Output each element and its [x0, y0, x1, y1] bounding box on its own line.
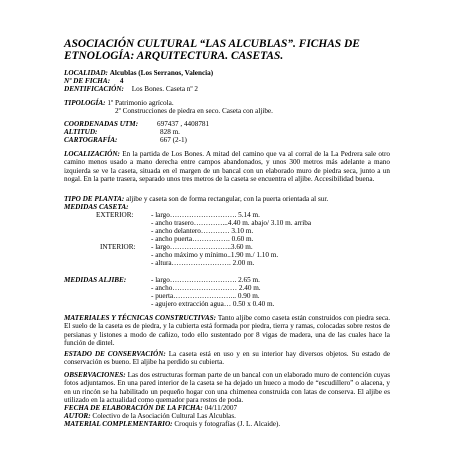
- exterior-item: - largo………………………. 5.14 m.: [151, 211, 260, 219]
- tipo-planta-label: TIPO DE PLANTA:: [64, 195, 125, 203]
- aljibe-item: - largo………………………. 2.65 m.: [151, 276, 260, 284]
- localidad-value: Alcublas (Los Serranos, Valencia): [109, 69, 214, 77]
- ficha-label: Nº DE FICHA:: [64, 77, 111, 85]
- title-line-1: ASOCIACIÓN CULTURAL “LAS ALCUBLAS”. FICHAS DE: [64, 38, 360, 50]
- utm-value: 697437 , 4408781: [157, 120, 210, 128]
- localidad-label: LOCALIDAD:: [64, 69, 108, 77]
- interior-item: - altura……………………. 2.00 m.: [151, 259, 255, 267]
- conservacion-text: La caseta está en uso y en su interior hay diversos objetos. Su estado de conservación es bueno. El aljibe ha perdido su cubierta.: [64, 350, 390, 367]
- cartografia-label: CARTOGRAFÍA:: [64, 136, 118, 144]
- utm-label: COORDENADAS UTM:: [64, 120, 139, 128]
- ficha-value: 4: [119, 77, 124, 85]
- fecha-value: 04/11/2007: [204, 404, 238, 412]
- localizacion-text: En la partida de Los Bones. A mitad del camino que va al corral de la La Pedrera sale otro camino menos usado a mano derecha entre campos abandonados, y unos 300 metros más adelante a mano izquierda se ve la caseta, situada en el margen de un bancal con un elaborado muro de piedra seca, junto a un nogal. En la parte trasera, separado unos tres metros de la caseta se encuentra el aljibe. Accesibilidad buena.: [64, 150, 390, 183]
- identificacion-label: DENTIFICACIÓN:: [64, 85, 124, 93]
- tipologia-line-1: 1º Patrimonio agrícola.: [107, 99, 174, 107]
- medidas-caseta-label: MEDIDAS CASETA:: [64, 203, 129, 211]
- fecha-label: FECHA DE ELABORACIÓN DE LA FICHA:: [64, 404, 203, 412]
- exterior-label: EXTERIOR:: [96, 211, 134, 219]
- conservacion-label: ESTADO DE CONSERVACIÓN:: [64, 350, 166, 358]
- interior-item: - largo……………………..3.60 m.: [151, 243, 253, 251]
- materiales-label: MATERIALES Y TÉCNICAS CONSTRUCTIVAS:: [64, 314, 217, 322]
- material-value: Croquis y fotografías (J. L. Alcaide).: [174, 420, 281, 428]
- page-title: [64, 38, 394, 62]
- medidas-aljibe-label: MEDIDAS ALJIBE:: [64, 276, 127, 284]
- materiales-text: Tanto aljibe como caseta están construidos con piedra seca. El suelo de la caseta es de piedra, y la cubierta está formada por piedra, tierra y ramas, colocadas sobre restos de persianas y listones a modo de cañizo, todo ello sustentado por 8 vigas de madera, una de las cuales hace la función de dintel.: [64, 314, 390, 347]
- identificacion-row: [64, 85, 198, 94]
- exterior-item: - ancho trasero…………...4.40 m. abajo/ 3.10 m. arriba: [151, 219, 312, 227]
- interior-item: - ancho máximo y mínimo..1.90 m./ 1.10 m.: [151, 251, 279, 259]
- tipo-planta-value: aljibe y caseta son de forma rectangular, con la puerta orientada al sur.: [126, 195, 329, 203]
- localizacion-label: LOCALIZACIÓN:: [64, 150, 120, 158]
- altitud-value: 828 m.: [160, 128, 180, 136]
- autor-value: Colectivo de la Asociación Cultural Las Alcublas.: [92, 412, 236, 420]
- material-row: [64, 420, 280, 429]
- cartografia-value: 667 (2-1): [160, 136, 187, 144]
- conservacion-paragraph: [64, 350, 390, 367]
- observaciones-label: OBSERVACIONES:: [64, 371, 126, 379]
- identificacion-value: Los Bones. Caseta nº 2: [131, 85, 199, 93]
- exterior-item: - ancho delantero………… 3.10 m.: [151, 227, 254, 235]
- observaciones-paragraph: [64, 371, 390, 404]
- altitud-label: ALTITUD:: [64, 128, 98, 136]
- observaciones-text: Las dos estructuras forman parte de un bancal con un elaborado muro de contención cuyas fotos adjuntamos. En una pared interior de la caseta se ha dejado un hueco a modo de “escudillero” o alacena, y en un rincón se ha habilitado un pequeño hogar con una chimenea construida con latas de conserva. El aljibe es utilizado en la actualidad como quemador para restos de poda.: [64, 371, 390, 404]
- materiales-paragraph: [64, 314, 390, 347]
- aljibe-item: - puerta……………………... 0.90 m.: [151, 292, 260, 300]
- title-line-2: ETNOLOGÍA: ARQUITECTURA. CASETAS.: [64, 50, 284, 62]
- tipologia-label: TIPOLOGÍA:: [64, 99, 106, 107]
- autor-label: AUTOR:: [64, 412, 91, 420]
- aljibe-item: - agujero extracción agua… 0.50 x 0.40 m.: [151, 300, 275, 308]
- aljibe-item: - ancho……………………… 2.40 m.: [151, 284, 261, 292]
- exterior-item: - ancho puerta……………. 0.60 m.: [151, 235, 254, 243]
- tipologia-line-2: 2º Construcciones de piedra en seco. Caseta con aljibe.: [115, 107, 273, 115]
- material-label: MATERIAL COMPLEMENTARIO:: [64, 420, 173, 428]
- interior-label: INTERIOR:: [100, 243, 136, 251]
- localizacion-paragraph: [64, 150, 390, 183]
